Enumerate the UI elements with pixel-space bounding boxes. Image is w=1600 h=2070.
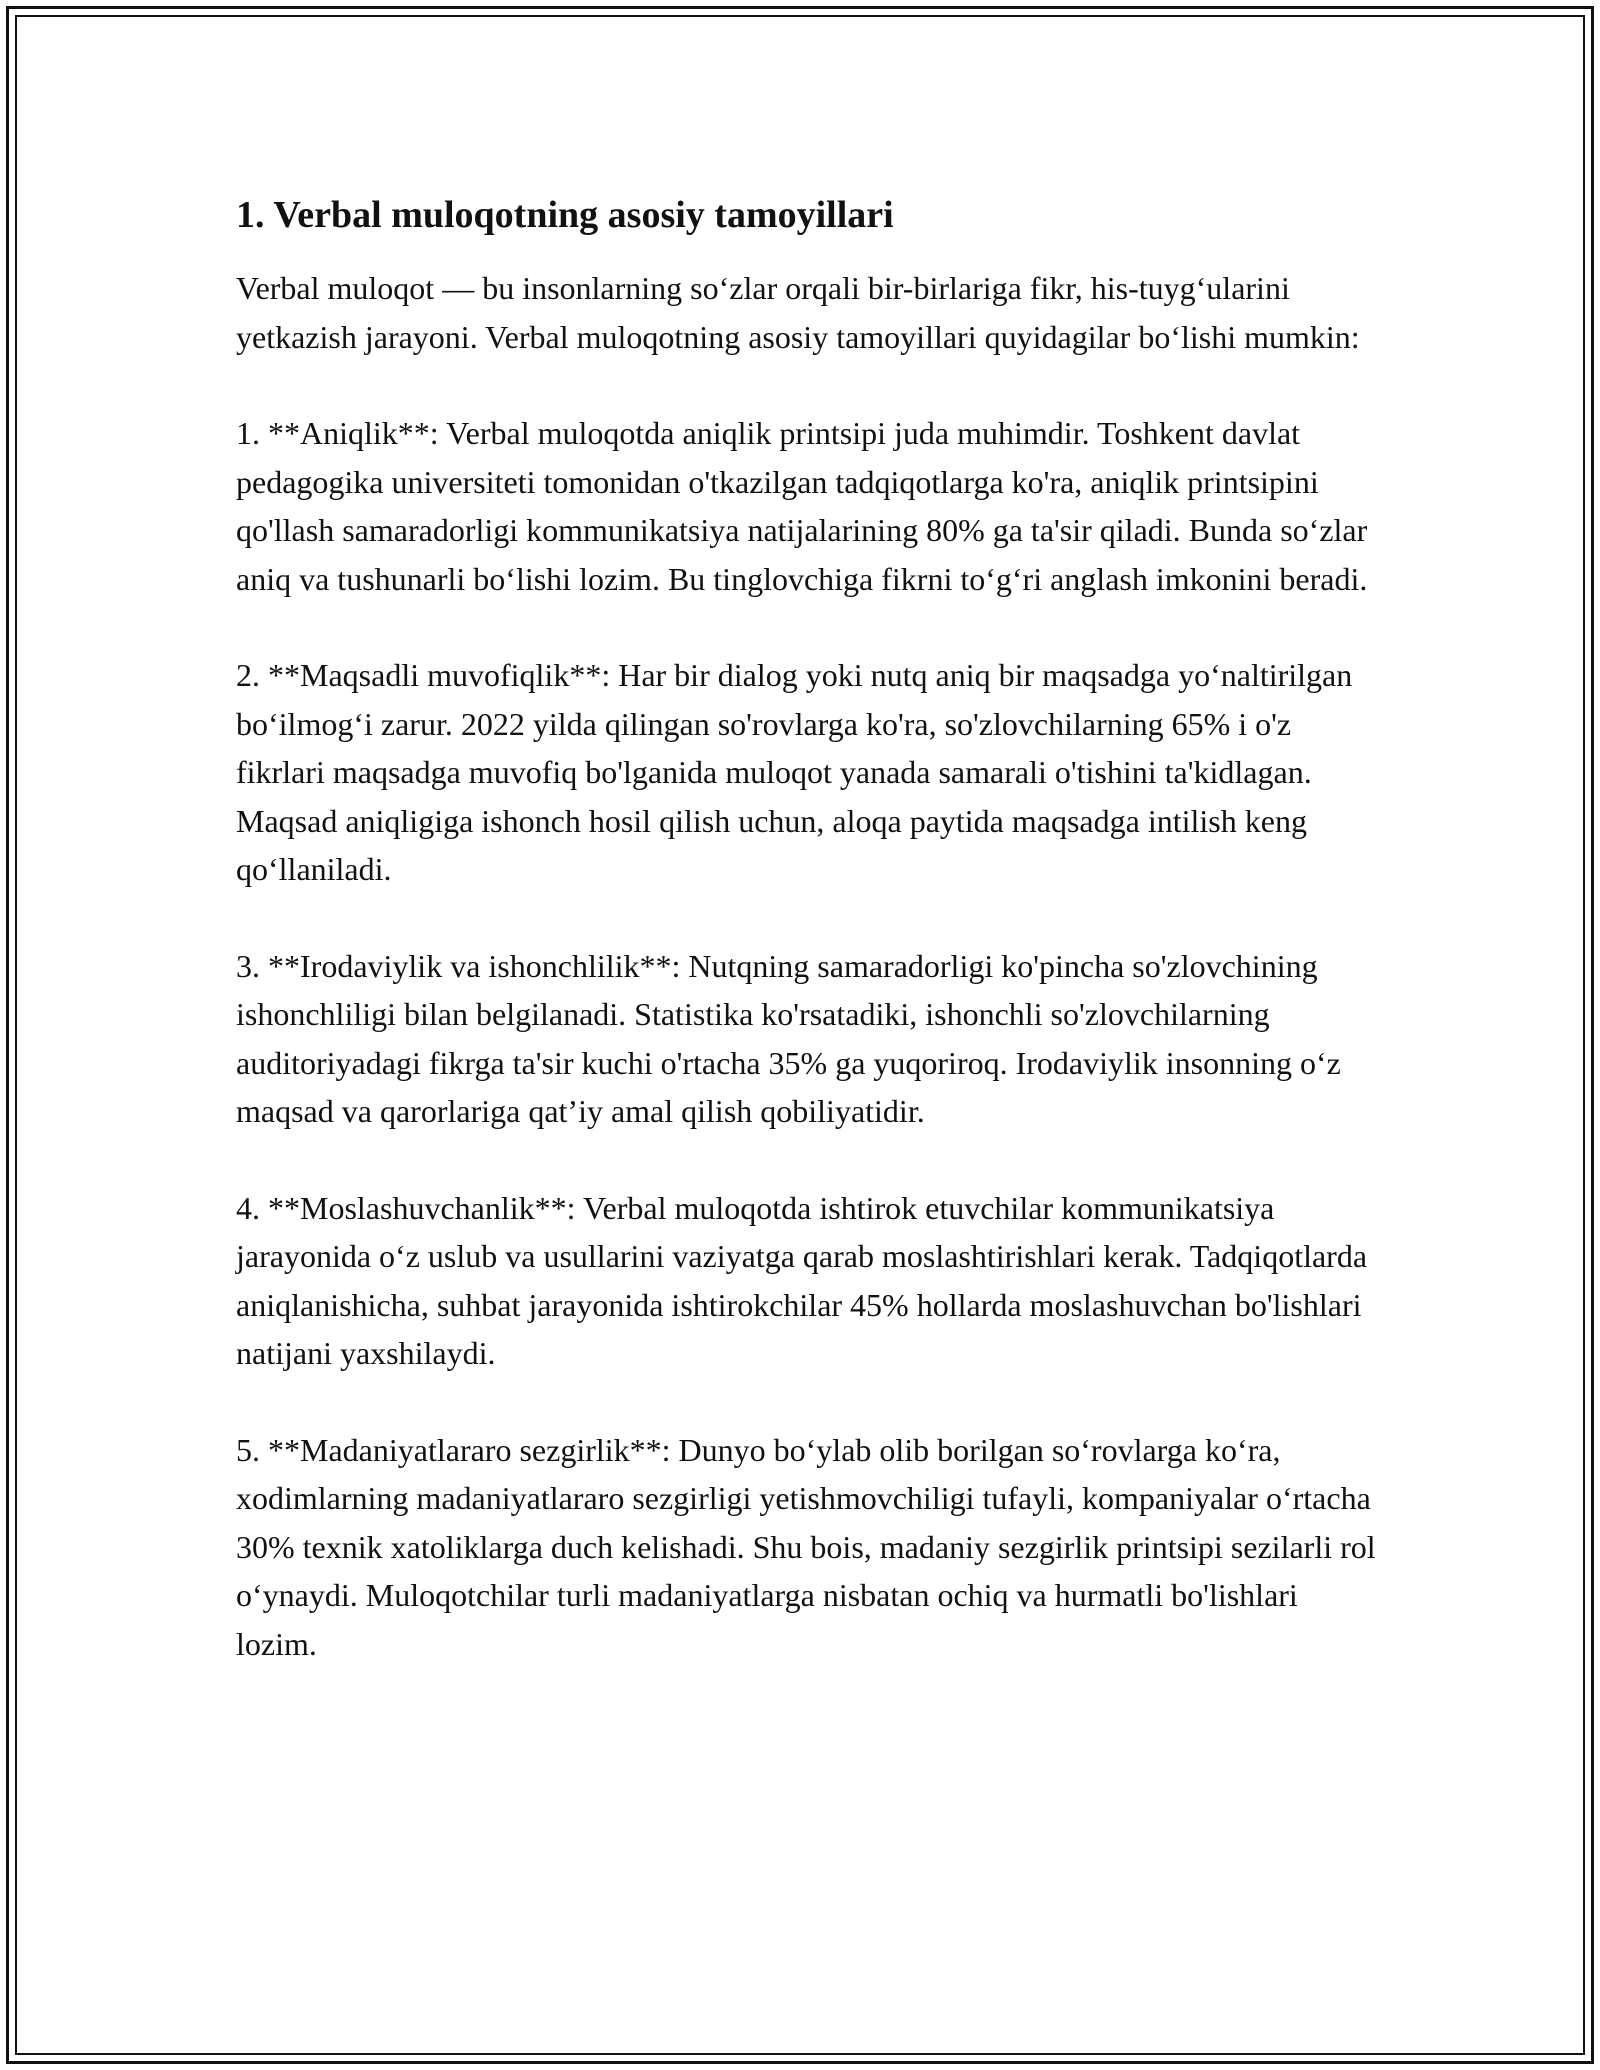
document-body bbox=[236, 188, 1376, 1716]
principle-irodaviylik-paragraph: 3. **Irodaviylik va ishonchlilik**: Nutqning samaradorligi ko'pincha so'zlovchining ishonchliligi bilan belgilanadi. Statistika ko'rsatadiki, ishonchli so'zlovchilarning auditoriyadagi fikrga ta'sir kuchi o'rtacha 35% ga yuqoriroq. Irodaviylik insonning o‘z maqsad va qarorlariga qat’iy amal qilish qobiliyatidir. bbox=[236, 947, 1341, 1129]
principle-aniqlik-paragraph: 1. **Aniqlik**: Verbal muloqotda aniqlik printsipi juda muhimdir. Toshkent davlat pedagogika universiteti tomonidan o'tkazilgan tadqiqotlarga ko'ra, aniqlik printsipini qo'llash samaradorligi kommunikatsiya natijalarining 80% ga ta'sir qiladi. Bunda so‘zlar aniq va tushunarli bo‘lishi lozim. Bu tinglovchiga fikrni to‘g‘ri anglash imkonini beradi. bbox=[236, 415, 1368, 597]
intro-paragraph: Verbal muloqot — bu insonlarning so‘zlar orqali bir-birlariga fikr, his-tuyg‘ularini yetkazish jarayoni. Verbal muloqotning asosiy tamoyillari quyidagilar bo‘lishi mumkin: bbox=[236, 270, 1360, 355]
section-heading: 1. Verbal muloqotning asosiy tamoyillari bbox=[236, 194, 894, 236]
principle-moslashuvchanlik-paragraph: 4. **Moslashuvchanlik**: Verbal muloqotda ishtirok etuvchilar kommunikatsiya jarayonida o‘z uslub va usullarini vaziyatga qarab moslashtirishlari kerak. Tadqiqotlarda aniqlanishicha, suhbat jarayonida ishtirokchilar 45% hollarda moslashuvchan bo'lishlari natijani yaxshilaydi. bbox=[236, 1189, 1368, 1371]
principle-maqsadli-muvofiqlik-paragraph: 2. **Maqsadli muvofiqlik**: Har bir dialog yoki nutq aniq bir maqsadga yo‘naltirilgan bo‘ilmog‘i zarur. 2022 yilda qilingan so'rovlarga ko'ra, so'zlovchilarning 65% i o'z fikrlari maqsadga muvofiq bo'lganida muloqot yanada samarali o'tishini ta'kidlagan. Maqsad aniqligiga ishonch hosil qilish uchun, aloqa paytida maqsadga intilish keng qo‘llaniladi. bbox=[236, 657, 1353, 887]
principle-madaniyatlararo-sezgirlik-paragraph: 5. **Madaniyatlararo sezgirlik**: Dunyo bo‘ylab olib borilgan so‘rovlarga ko‘ra, xodimlarning madaniyatlararo sezgirligi yetishmovchiligi tufayli, kompaniyalar o‘rtacha 30% texnik xatoliklarga duch kelishadi. Shu bois, madaniy sezgirlik printsipi sezilarli rol o‘ynaydi. Muloqotchilar turli madaniyatlarga nisbatan ochiq va hurmatli bo'lishlari lozim. bbox=[236, 1431, 1376, 1662]
